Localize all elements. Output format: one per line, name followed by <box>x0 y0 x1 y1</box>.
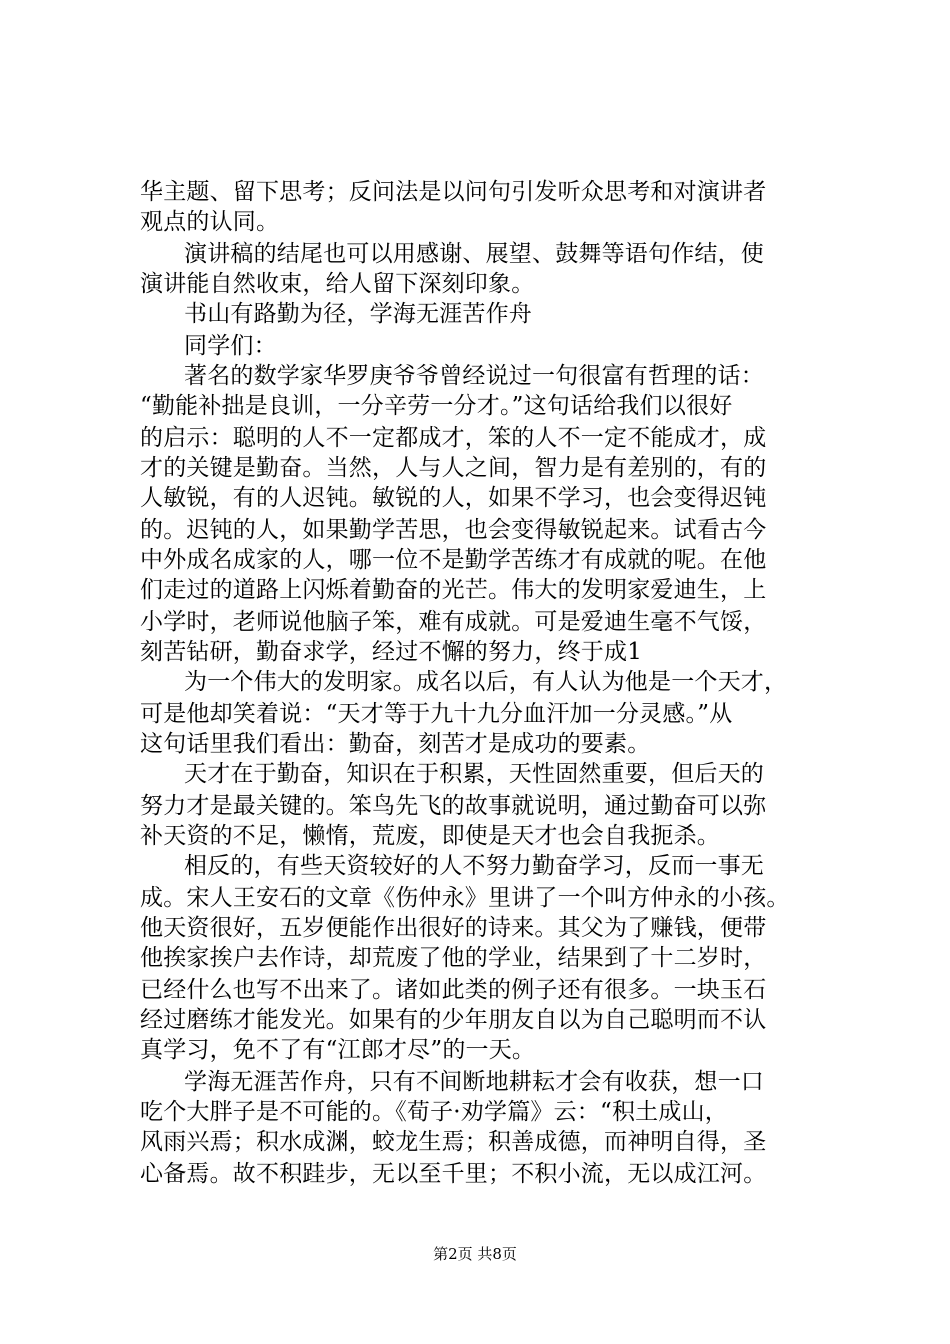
text-line: 观点的认同。 <box>140 209 280 235</box>
text-line: 努力才是最关键的。笨鸟先飞的故事就说明，通过勤奋可以弥 <box>140 793 767 819</box>
text-line: 经过磨练才能发光。如果有的少年朋友自以为自己聪明而不认 <box>140 1007 767 1033</box>
text-line: “勤能补拙是良训，一分辛劳一分才。”这句话给我们以很好 <box>140 393 733 419</box>
salutation-line: 同学们： <box>184 333 277 359</box>
text-line: 人敏锐，有的人迟钝。敏锐的人，如果不学习，也会变得迟钝 <box>140 485 767 511</box>
text-line: 才的关键是勤奋。当然，人与人之间，智力是有差别的，有的 <box>140 455 767 481</box>
text-line: 演讲稿的结尾也可以用感谢、展望、鼓舞等语句作结，使 <box>184 241 764 267</box>
text-line: 学海无涯苦作舟，只有不间断地耕耘才会有收获，想一口 <box>184 1069 764 1095</box>
text-line: 小学时，老师说他脑子笨，难有成就。可是爱迪生毫不气馁， <box>140 609 767 635</box>
text-line: 的。迟钝的人，如果勤学苦思，也会变得敏锐起来。试看古今 <box>140 517 767 543</box>
text-line: 已经什么也写不出来了。诸如此类的例子还有很多。一块玉石 <box>140 977 767 1003</box>
text-line: 可是他却笑着说：“天才等于九十九分血汗加一分灵感。”从 <box>140 701 733 727</box>
text-line: 为一个伟大的发明家。成名以后，有人认为他是一个天才， <box>184 669 788 695</box>
text-line: 相反的，有些天资较好的人不努力勤奋学习，反而一事无 <box>184 853 764 879</box>
heading-line: 书山有路勤为径，学海无涯苦作舟 <box>184 301 532 327</box>
text-line: 成。宋人王安石的文章《伤仲永》里讲了一个叫方仲永的小孩。 <box>140 885 790 911</box>
text-line: 他天资很好，五岁便能作出很好的诗来。其父为了赚钱，便带 <box>140 915 767 941</box>
text-line: 华主题、留下思考；反问法是以问句引发听众思考和对演讲者 <box>140 179 767 205</box>
text-line: 风雨兴焉；积水成渊，蛟龙生焉；积善成德，而神明自得，圣 <box>140 1129 767 1155</box>
text-line: 补天资的不足，懒惰，荒废，即使是天才也会自我扼杀。 <box>140 823 720 849</box>
text-line: 心备焉。故不积跬步，无以至千里；不积小流，无以成江河。 <box>140 1161 767 1187</box>
text-line: 中外成名成家的人，哪一位不是勤学苦练才有成就的呢。在他 <box>140 547 767 573</box>
text-line: 这句话里我们看出：勤奋，刻苦才是成功的要素。 <box>140 731 651 757</box>
text-line: 们走过的道路上闪烁着勤奋的光芒。伟大的发明家爱迪生，上 <box>140 577 767 603</box>
text-line: 的启示：聪明的人不一定都成才，笨的人不一定不能成才，成 <box>140 425 767 451</box>
text-line: 著名的数学家华罗庚爷爷曾经说过一句很富有哲理的话： <box>184 363 764 389</box>
text-line: 天才在于勤奋，知识在于积累，天性固然重要，但后天的 <box>184 761 764 787</box>
text-line: 刻苦钻研，勤奋求学，经过不懈的努力，终于成1 <box>140 639 643 665</box>
text-line: 吃个大胖子是不可能的。《荀子·劝学篇》云：“积土成山， <box>140 1099 728 1125</box>
text-line: 他挨家挨户去作诗，却荒废了他的学业，结果到了十二岁时， <box>140 945 767 971</box>
text-line: 演讲能自然收束，给人留下深刻印象。 <box>140 271 535 297</box>
text-line: 真学习，免不了有“江郎才尽”的一天。 <box>140 1037 536 1063</box>
page-number-footer: 第2页 共8页 <box>433 1245 517 1263</box>
